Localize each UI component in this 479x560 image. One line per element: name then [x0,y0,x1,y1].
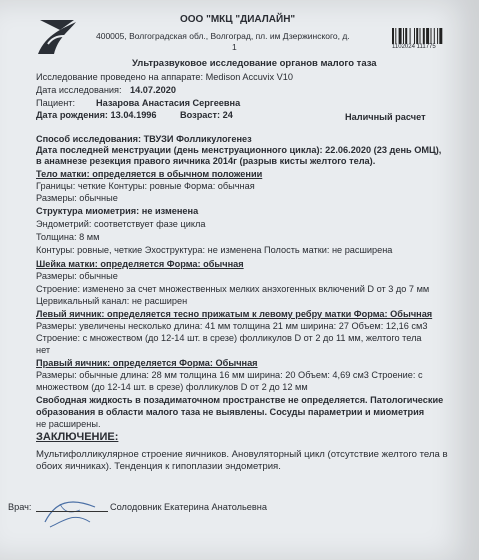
report-line-conclusion-line2: обоих яичниках). Тенденция к гипоплазии эндометрия. [36,461,281,472]
report-line-cervix: Шейка матки: определяется Форма: обычная [36,259,244,269]
report-line-doctor-label: Врач: [8,502,32,512]
date-value: 14.07.2020 [130,85,176,95]
barcode [392,28,464,44]
patient-label: Пациент: [36,98,76,108]
report-line-right-ovary-size: Размеры: обычные длина: 28 мм толщина 16 мм ширина: 20 Объем: 4,69 см3 Строение: с [36,370,423,380]
report-line-left-ovary: Левый яичник: определяется тесно прижатым к левому ребру матки Форма: Обычная [36,309,433,319]
device-line: Исследование проведено на аппарате: Medison Accuvix V10 [36,72,293,82]
report-line-left-ovary-structure: Строение: с множеством (до 12-14 шт. в срезе) фолликулов D от 2 до 11 мм, желтого тела [36,333,422,343]
report-line-conclusion-line1: Мультифолликулярное строение яичников. Ановуляторный цикл (отсутствие желтого тела в [36,449,448,460]
report-line-lmp: Дата последней менструации (день менструационного цикла): 22.06.2020 (23 день ОМЦ), [36,145,442,155]
clinic-name: ООО "МКЦ "ДИАЛАЙН" [180,14,296,25]
report-line-doctor-name: Солодовник Екатерина Анатольевна [110,502,267,512]
report-line-right-ovary: Правый яичник: определяется Форма: Обычная [36,358,258,368]
report-title: Ультразвуковое исследование органов малого таза [132,58,377,69]
report-line-history: в анамнезе резекция правого яичника 2014г (разрыв кисты желтого тела). [36,156,376,166]
report-line-endometrium: Эндометрий: соответствует фазе цикла [36,219,206,229]
report-line-formations: образования в области малого таза не выявлены. Сосуды параметрии и миометрия [36,407,425,417]
payment-type: Наличный расчет [345,112,426,122]
doctor-stamp-icon [40,492,100,532]
report-line-uterus-size: Размеры: обычные [36,193,118,203]
report-line-myometrium: Структура миометрия: не изменена [36,206,199,216]
report-line-cervix-structure: Строение: изменено за счет множественных мелких анэхогенных включений D от 3 до 7 мм [36,284,430,294]
patient-value: Назарова Анастасия Сергеевна [96,98,241,108]
report-line-conclusion-heading: ЗАКЛЮЧЕНИЕ: [36,431,119,443]
age-line: Возраст: 24 [180,110,233,120]
date-label: Дата исследования: [36,85,122,95]
report-line-left-ovary-structure-cont: нет [36,345,51,355]
barcode-number: 1102024 111775 [392,44,436,50]
report-line-method: Способ исследования: ТВУЗИ Фолликулогенез [36,134,252,144]
report-line-left-ovary-size: Размеры: увеличены несколько длина: 41 мм толщина 21 мм ширина: 27 Объем: 12,16 см3 [36,321,428,331]
report-line-vessels: не расширены. [36,419,101,429]
report-line-uterus-borders: Границы: четкие Контуры: ровные Форма: обычная [36,181,255,191]
report-line-cervical-canal: Цервикальный канал: не расширен [36,296,188,306]
clinic-address: 400005, Волгоградская обл., Волгоград, пл. им Дзержинского, д. [96,31,350,41]
report-line-cervix-size: Размеры: обычные [36,271,118,281]
clinic-logo-icon [34,14,82,58]
report-line-right-ovary-structure: множеством (до 12-14 шт. в срезе) фолликулов D от 2 до 12 мм [36,382,308,392]
report-line-endometrium-thickness: Толщина: 8 мм [36,232,100,242]
report-line-uterus-body: Тело матки: определяется в обычном положении [36,169,263,179]
report-line-free-fluid: Свободная жидкость в позадиматочном пространстве не определяется. Патологические [36,395,444,405]
clinic-address-cont: 1 [232,42,237,52]
dob-line: Дата рождения: 13.04.1996 [36,110,157,120]
signature-line [36,511,108,512]
report-line-uterus-contours: Контуры: ровные, четкие Эхоструктура: не изменена Полость матки: не расширена [36,245,393,255]
